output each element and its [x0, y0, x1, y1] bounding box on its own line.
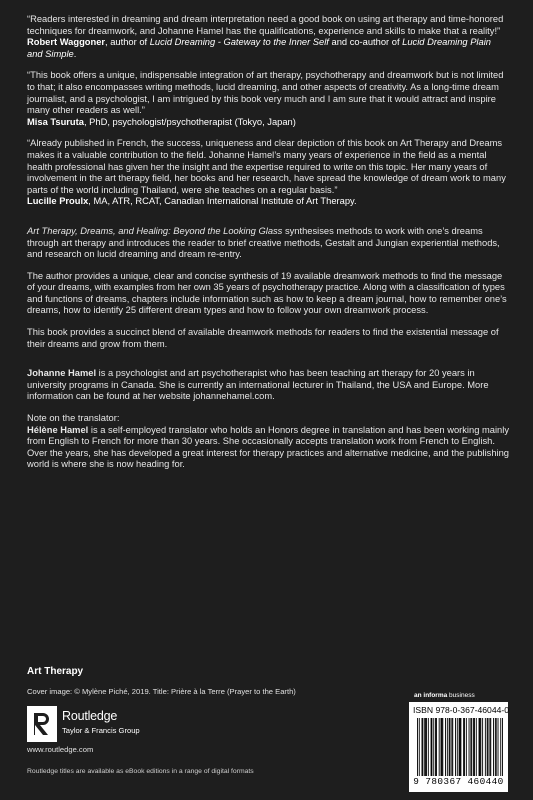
barcode-number: 9 780367 460440 [413, 776, 504, 787]
description-paragraph: Art Therapy, Dreams, and Healing: Beyond the Looking Glass synthesises methods to work with one’s dreams through art therapy and introduces the reader to brief creative methods, Gestalt and Jungian experiential methods, and research on lucid dreaming and dream re-entry. [27, 225, 500, 260]
back-cover-text [27, 14, 509, 471]
review-text: “Already published in French, the success, uniqueness and clear depiction of this book on Art Therapy and Dreams makes it a valuable contribution to the field. Johanne Hamel’s many years of experience in the field as a mental health professional has given her the insight and the expertise required to write on this topic. Her many years of involvement in the art therapy field, her books and her research, have spread the knowledge of dream work to many parts of the world including Thailand, were she teaches on a regular basis.” [27, 138, 506, 195]
reviewer-name: Lucille Proulx [27, 196, 89, 207]
translator-bio: Hélène Hamel is a self-employed translator who holds an Honors degree in translation and has been working mainly from English to French for more than 30 years. She occasionally accepts translation work from French to English. Over the years, she has developed a great interest for therapy practices and alternative medicine, and the publishing world is where she is now heading for. [27, 424, 510, 470]
description-paragraph: This book provides a succinct blend of available dreamwork methods for readers to find the existential message of their dreams and grow from them. [27, 327, 499, 349]
book-title: Lucid Dreaming - Gateway to the Inner Self [149, 37, 329, 48]
review-credit: Lucille Proulx, MA, ATR, RCAT, Canadian International Institute of Art Therapy. [27, 196, 357, 207]
review-quote [27, 14, 509, 60]
isbn-label: ISBN 978-0-367-46044-0 [413, 705, 510, 715]
isbn-barcode [409, 702, 508, 792]
review-text: “This book offers a unique, indispensable integration of art therapy, psychotherapy and dreamwork but is not limited to that; it also encompasses writing methods, lucid dreaming, and other aspects of creativity. As a long-time dream journalist, and a psychologist, I am intrigued by this book very much and I am sure that it would attract and inspire many other readers as well.” [27, 70, 504, 116]
reviewer-name: Misa Tsuruta [27, 116, 84, 127]
subject-category: Art Therapy [27, 666, 84, 677]
translator-heading: Note on the translator: [27, 413, 120, 424]
review-quote [27, 138, 509, 208]
book-title: Art Therapy, Dreams, and Healing: Beyond the Looking Glass [27, 225, 283, 236]
publisher-url: www.routledge.com [27, 745, 94, 754]
reviewer-name: Robert Waggoner [27, 37, 106, 48]
publisher-group: Taylor & Francis Group [62, 726, 140, 735]
review-text: “Readers interested in dreaming and dream interpretation need a good book on using art therapy and time-honored techniques for dreamwork, and Johanne Hamel has the qualifications, experience and skills to make that a reality!” [27, 14, 504, 36]
cover-credit: Cover image: © Mylène Piché, 2019. Title: Prière à la Terre (Prayer to the Earth) [27, 687, 296, 696]
review-credit: Misa Tsuruta, PhD, psychologist/psychotherapist (Tokyo, Japan) [27, 116, 296, 127]
review-credit: Robert Waggoner, author of Lucid Dreaming - Gateway to the Inner Self and co-author of Lucid Dreaming Plain and Simple. [27, 37, 491, 59]
description-paragraph: The author provides a unique, clear and concise synthesis of 19 available dreamwork methods to find the message of your dreams, with examples from her own 35 years of psychotherapy practice. Along with a classification of types and functions of dreams, chapters include information such as how to keep a dream journal, how to remember one’s dreams, how to identify 25 different dream types and how to follow your own dreamwork process. [27, 270, 507, 316]
author-name: Johanne Hamel [27, 368, 97, 379]
barcode-icon [417, 718, 503, 776]
informa-tagline: an informa business [414, 692, 475, 699]
publisher-name: Routledge [62, 709, 118, 723]
review-quote [27, 70, 509, 128]
ebook-note: Routledge titles are available as eBook editions in a range of digital formats [27, 768, 254, 775]
book-title: Lucid Dreaming Plain and Simple [27, 37, 491, 59]
routledge-logo-icon [27, 706, 57, 742]
translator-name: Hélène Hamel [27, 424, 89, 435]
author-bio: Johanne Hamel is a psychologist and art psychotherapist who has been teaching art therapy for 20 years in university programs in Canada. She is currently an international lecturer in Thailand, the USA and Europe. More information can be found at her website johannehamel.com. [27, 368, 489, 402]
